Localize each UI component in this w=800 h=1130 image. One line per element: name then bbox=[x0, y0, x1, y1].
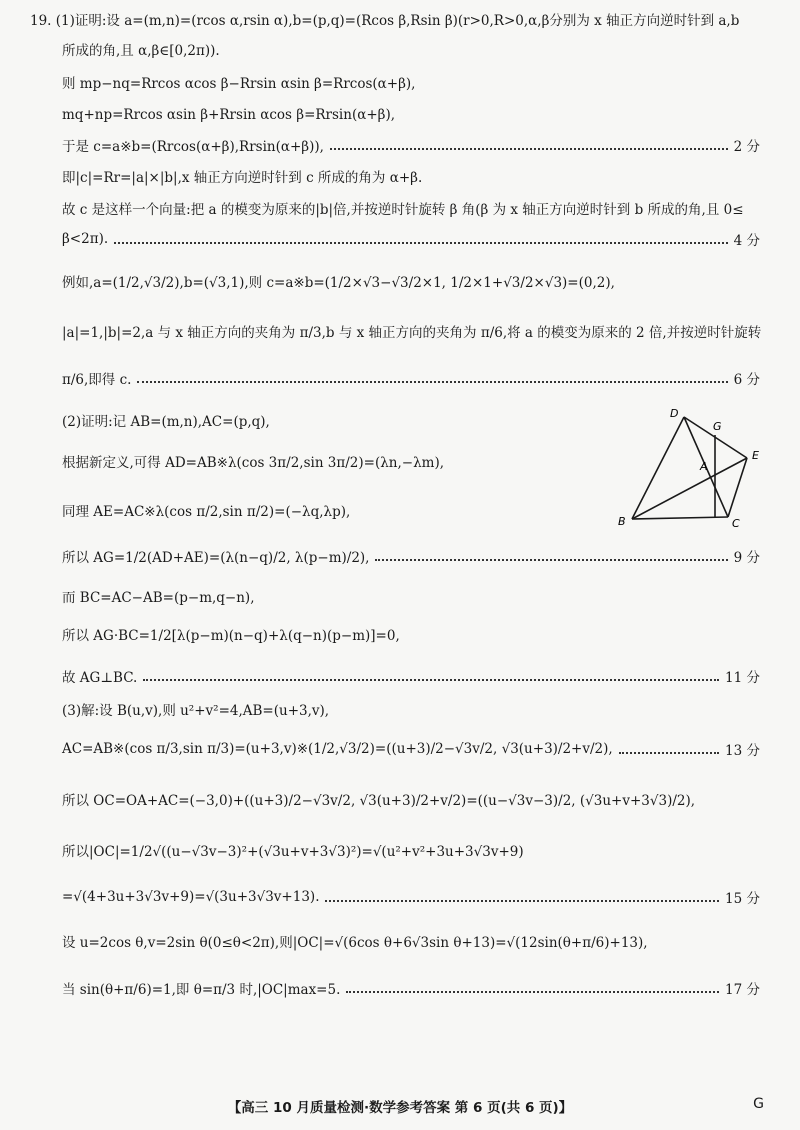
text-line-9: 例如,a=(1/2,√3/2),b=(√3,1),则 c=a※b=(1/2×√3−√3/2×1, 1/2×1+√3/2×√3)=(0,2), bbox=[62, 275, 615, 291]
text-line-12: (2)证明:记 AB=(m,n),AC=(p,q), bbox=[62, 414, 270, 430]
score-15: 15 分 bbox=[725, 891, 760, 907]
text-line-5: 于是 c=a※b=(Rrcos(α+β),Rrsin(α+β)), 2 分 bbox=[62, 132, 760, 158]
score-17: 17 分 bbox=[725, 982, 760, 998]
label-B: B bbox=[618, 515, 626, 528]
label-D: D bbox=[670, 407, 679, 420]
text-line-13: 根据新定义,可得 AD=AB※λ(cos 3π/2,sin 3π/2)=(λn,−λm), bbox=[62, 455, 445, 471]
label-G: G bbox=[713, 420, 722, 433]
text-line-23: =√(4+3u+3√3v+9)=√(3u+3√3v+13). 15 分 bbox=[62, 889, 760, 907]
geometry-figure bbox=[612, 403, 772, 533]
footer-version-letter: G bbox=[753, 1096, 764, 1112]
text-line-2: 所成的角,且 α,β∈[0,2π)). bbox=[62, 43, 220, 59]
text-line-20: AC=AB※(cos π/3,sin π/3)=(u+3,v)※(1/2,√3/2)=((u+3)/2−√3v/2, √3(u+3)/2+v/2), 13 分 bbox=[62, 741, 760, 759]
score-9: 9 分 bbox=[733, 550, 760, 566]
label-E: E bbox=[752, 449, 759, 462]
text-line-6: 即|c|=Rr=|a|×|b|,x 轴正方向逆时针到 c 所成的角为 α+β. bbox=[62, 170, 423, 186]
text-line-10: |a|=1,|b|=2,a 与 x 轴正方向的夹角为 π/3,b 与 x 轴正方向的夹角为 π/6,将 a 的模变为原来的 2 倍,并按逆时针旋转 bbox=[62, 325, 762, 341]
text-line-19: (3)解:设 B(u,v),则 u²+v²=4,AB=(u+3,v), bbox=[62, 703, 330, 719]
score-2: 2 分 bbox=[733, 139, 760, 155]
score-11: 11 分 bbox=[725, 670, 760, 686]
segment-DB bbox=[632, 417, 684, 519]
text-line-17: 所以 AG·BC=1/2[λ(p−m)(n−q)+λ(q−n)(p−m)]=0, bbox=[62, 628, 400, 644]
score-6: 6 分 bbox=[733, 372, 760, 388]
text-line-14: 同理 AE=AC※λ(cos π/2,sin π/2)=(−λq,λp), bbox=[62, 504, 351, 520]
label-C: C bbox=[732, 517, 740, 530]
text-line-22: 所以|OC|=1/2√((u−√3v−3)²+(√3u+v+3√3)²)=√(u²+v²+3u+3√3v+9) bbox=[62, 844, 524, 860]
text-line-16: 而 BC=AC−AB=(p−m,q−n), bbox=[62, 590, 255, 606]
text-line-24: 设 u=2cos θ,v=2sin θ(0≤θ<2π),则|OC|=√(6cos θ+6√3sin θ+13)=√(12sin(θ+π/6)+13), bbox=[62, 935, 648, 951]
text-line-3: 则 mp−nq=Rrcos αcos β−Rrsin αsin β=Rrcos(α+β), bbox=[62, 76, 416, 92]
text-line-1: 19. (1)证明:设 a=(m,n)=(rcos α,rsin α),b=(p,q)=(Rcos β,Rsin β)(r>0,R>0,α,β分别为 x 轴正方向逆时针到 a,b bbox=[30, 13, 740, 29]
segment-BC bbox=[632, 517, 728, 519]
label-A: A bbox=[700, 460, 708, 473]
text-line-18: 故 AG⊥BC. 11 分 bbox=[62, 663, 760, 689]
page-footer: 【高三 10 月质量检测·数学参考答案 第 6 页(共 6 页)】 bbox=[227, 1100, 573, 1116]
text-line-11: π/6,即得 c. 6 分 bbox=[62, 365, 760, 391]
text-line-4: mq+np=Rrcos αsin β+Rrsin αcos β=Rrsin(α+β), bbox=[62, 107, 395, 123]
score-13: 13 分 bbox=[725, 743, 760, 759]
text-line-7: 故 c 是这样一个向量:把 a 的模变为原来的|b|倍,并按逆时针旋转 β 角(β 为 x 轴正方向逆时针到 b 所成的角,且 0≤ bbox=[62, 202, 744, 218]
text-line-15: 所以 AG=1/2(AD+AE)=(λ(n−q)/2, λ(p−m)/2), 9 分 bbox=[62, 543, 760, 569]
text-line-25: 当 sin(θ+π/6)=1,即 θ=π/3 时,|OC|max=5. 17 分 bbox=[62, 975, 760, 1001]
text-line-21: 所以 OC=OA+AC=(−3,0)+((u+3)/2−√3v/2, √3(u+3)/2+v/2)=((u−√3v−3)/2, (√3u+v+3√3)/2), bbox=[62, 793, 696, 809]
text-line-8: β<2π). 4 分 bbox=[62, 231, 760, 249]
score-4: 4 分 bbox=[733, 233, 760, 249]
